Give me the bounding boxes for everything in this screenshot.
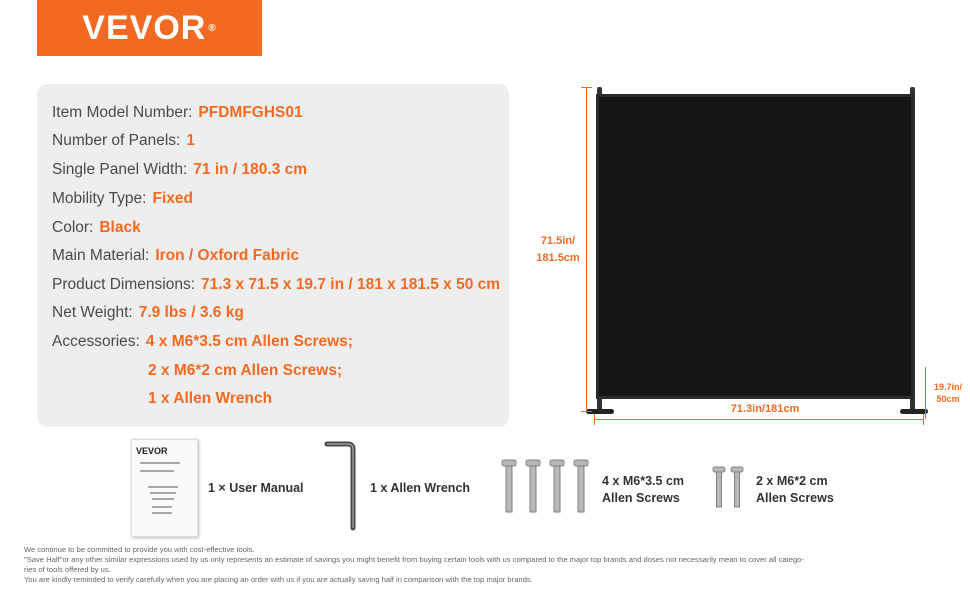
accessory-line-2: 2 x M6*2 cm Allen Screws; <box>148 362 343 379</box>
user-manual-image: VEVOR <box>131 439 198 537</box>
spec-row-mobility: Mobility Type: Fixed <box>52 190 193 207</box>
logo-text: VEVOR <box>82 8 207 47</box>
accessory-line-3: 1 x Allen Wrench <box>148 390 273 407</box>
height-tick-top <box>581 87 592 88</box>
width-dimension-line <box>594 419 924 420</box>
spec-row-weight: Net Weight: 7.9 lbs / 3.6 kg <box>52 304 244 321</box>
spec-row-panels: Number of Panels: 1 <box>52 132 195 149</box>
width-tick-right <box>923 414 924 425</box>
short-screws-image <box>710 465 746 511</box>
vevor-logo <box>37 0 262 56</box>
spec-row-accessories: Accessories: 4 x M6*3.5 cm Allen Screws; <box>52 333 353 350</box>
height-tick-bottom <box>581 411 592 412</box>
short-screws-label: 2 x M6*2 cm Allen Screws <box>756 474 834 505</box>
wrench-label: 1 x Allen Wrench <box>370 481 471 495</box>
allen-wrench-image <box>320 440 364 534</box>
long-screws-label: 4 x M6*3.5 cm Allen Screws <box>602 474 684 505</box>
spec-row-width: Single Panel Width: 71 in / 180.3 cm <box>52 161 308 178</box>
fabric-panel <box>596 94 914 399</box>
disclaimer-footer: We continue to be committed to provide you with cost-effective tools. "Save Half"or any other similar expressions used by us only represents an estimate of savings you might benefit from buying certain tools with us compared to the major top brands and doses not necessarily mean to cover all catego- ries of tools offered by us. You are kindly reminded to verify carefully when you are placing an order with us if you are actually saving half in comparison with the top major brands. <box>24 545 804 585</box>
spec-panel <box>37 84 509 427</box>
height-label: 71.5in/ 181.5cm <box>536 235 580 264</box>
width-label: 71.3in/181cm <box>730 403 800 415</box>
spec-row-dimensions: Product Dimensions: 71.3 x 71.5 x 19.7 in / 181 x 181.5 x 50 cm <box>52 276 501 293</box>
long-screws-image <box>497 458 593 516</box>
registered-mark: ® <box>208 22 217 34</box>
width-tick-left <box>594 414 595 425</box>
depth-label: 19.7in/ 50cm <box>933 382 962 404</box>
spec-row-model: Item Model Number: PFDMFGHS01 <box>52 104 303 121</box>
spec-row-material: Main Material: Iron / Oxford Fabric <box>52 247 300 264</box>
manual-label: 1 × User Manual <box>208 481 304 495</box>
spec-row-color: Color: Black <box>52 219 141 236</box>
